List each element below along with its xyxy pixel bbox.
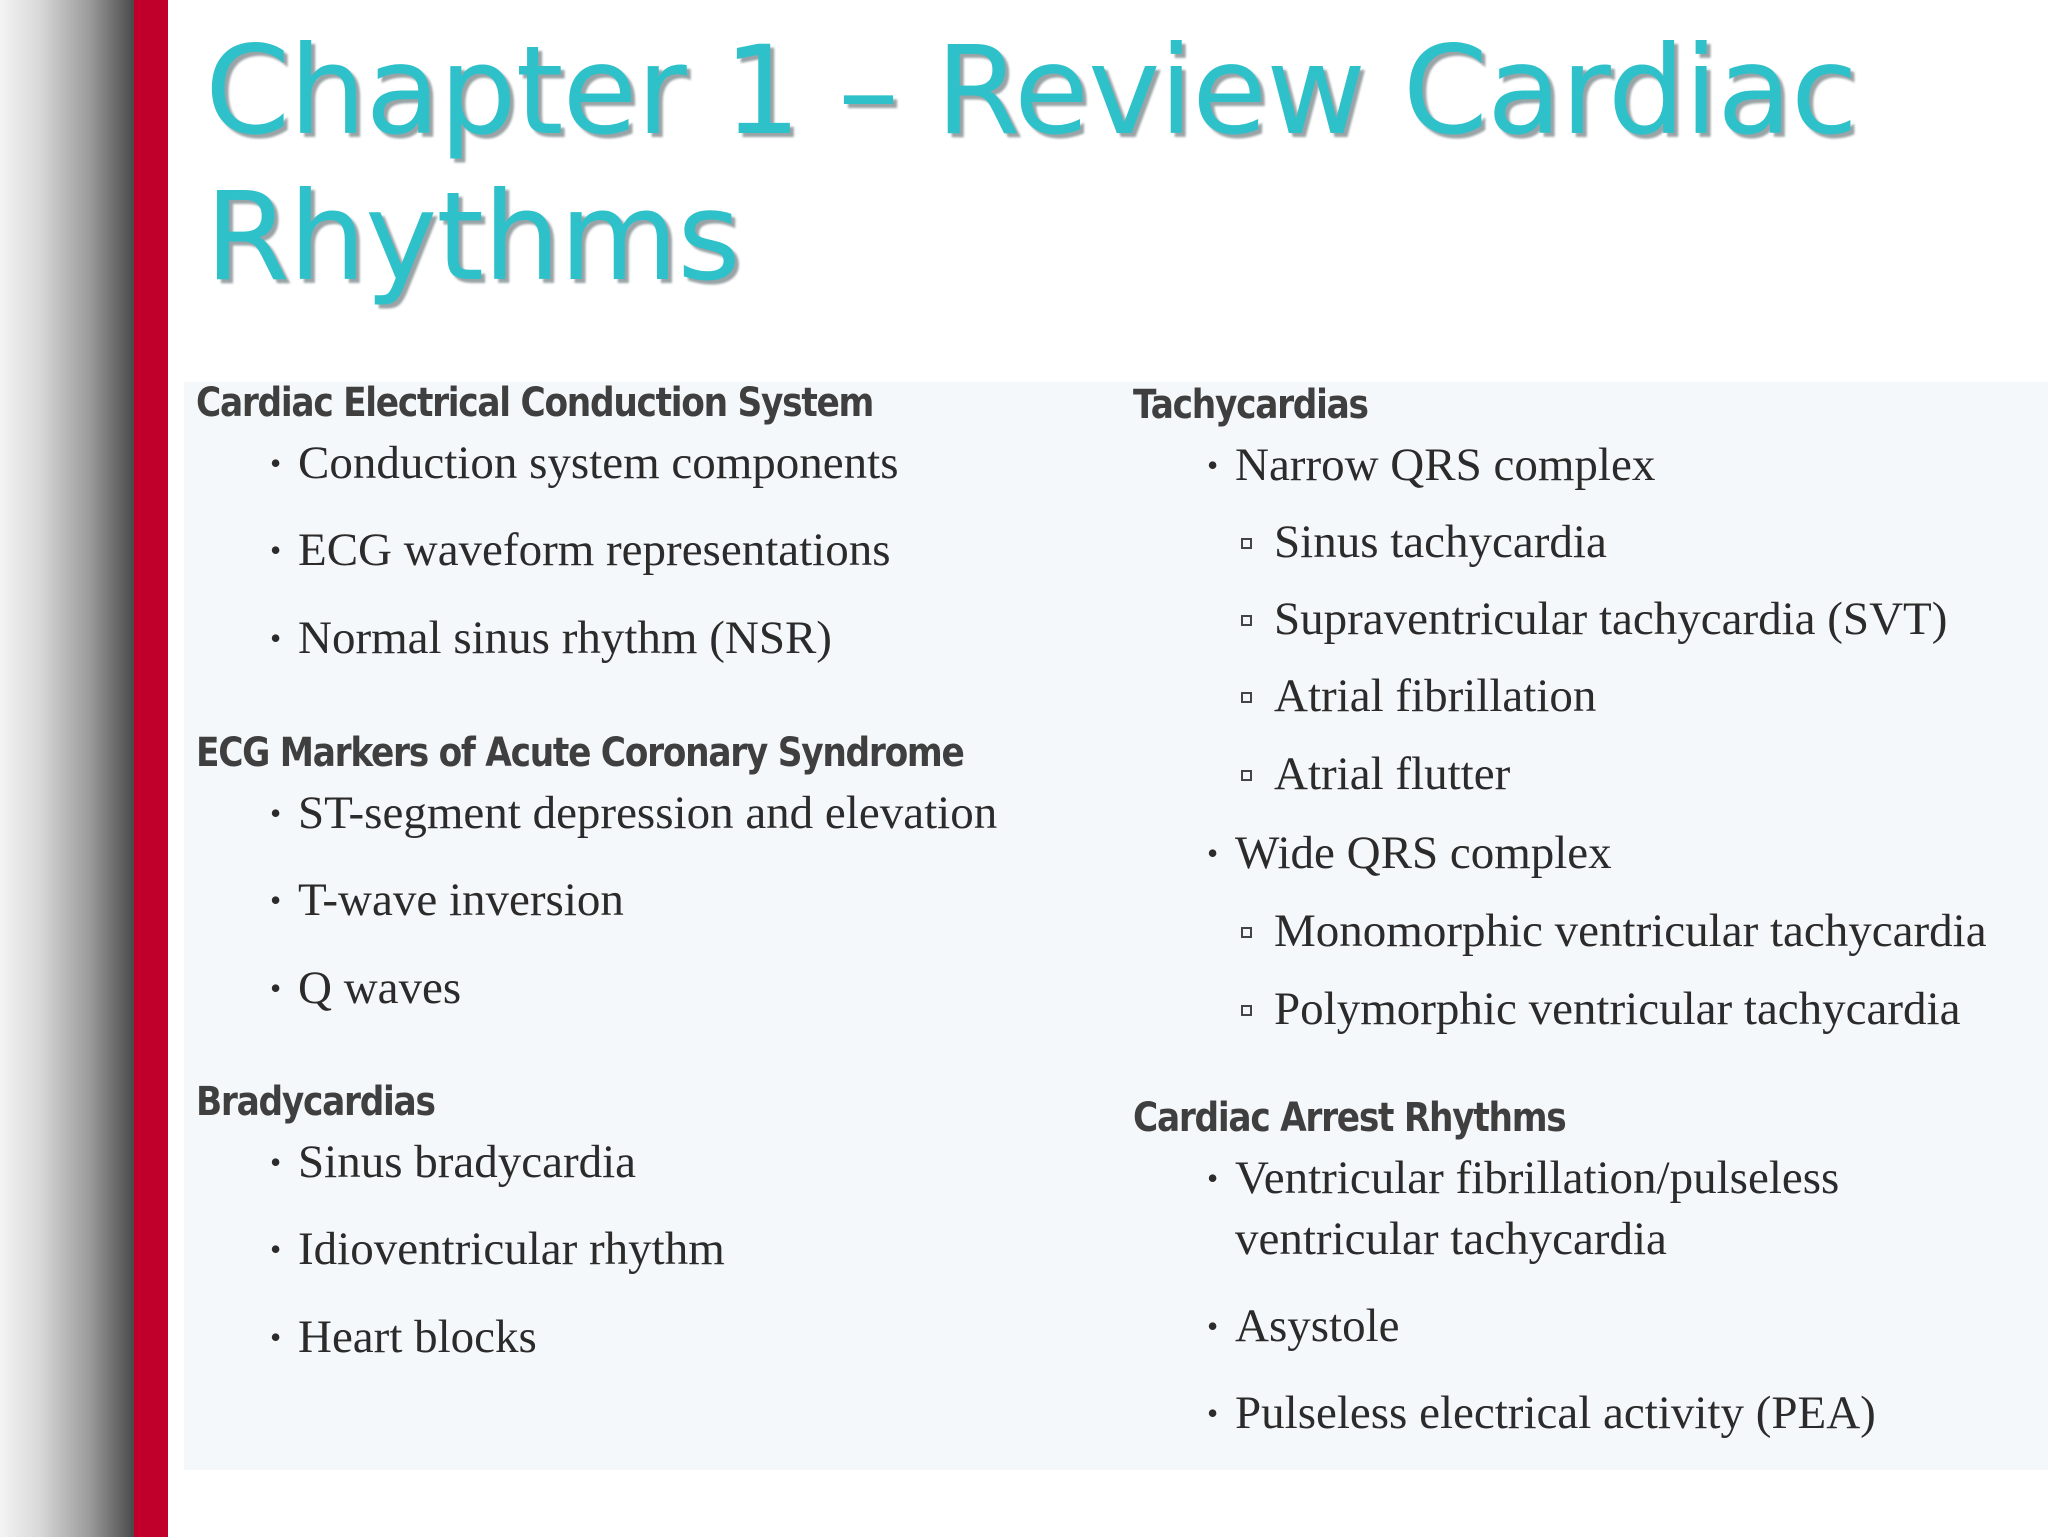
item-text: Asystole xyxy=(1235,1300,1400,1352)
item-text: ventricular tachycardia xyxy=(1235,1213,1667,1265)
list-item xyxy=(1207,437,1655,493)
bullet-icon: • xyxy=(270,1319,282,1355)
list-item xyxy=(270,785,997,841)
item-text: Wide QRS complex xyxy=(1235,827,1612,879)
sub-list-item xyxy=(1241,668,1596,724)
square-bullet-icon xyxy=(1241,1005,1252,1016)
list-item xyxy=(1207,1150,1839,1206)
item-text: Supraventricular tachycardia (SVT) xyxy=(1274,593,1948,645)
sub-list-item xyxy=(1241,746,1510,802)
square-bullet-icon xyxy=(1241,615,1252,626)
item-text: Normal sinus rhythm (NSR) xyxy=(298,612,832,664)
bullet-icon: • xyxy=(1207,835,1219,871)
bullet-icon: • xyxy=(1207,447,1219,483)
list-item xyxy=(270,435,899,491)
bullet-icon: • xyxy=(1207,1308,1219,1344)
list-item xyxy=(1207,825,1612,881)
item-text: Idioventricular rhythm xyxy=(298,1223,725,1275)
bullet-icon: • xyxy=(270,445,282,481)
item-text: Q waves xyxy=(298,962,462,1014)
bullet-icon: • xyxy=(270,532,282,568)
list-item xyxy=(1207,1385,1876,1441)
list-item-continuation xyxy=(1235,1211,1667,1267)
sub-list-item xyxy=(1241,514,1607,570)
bullet-icon: • xyxy=(1207,1395,1219,1431)
list-item xyxy=(270,1309,537,1365)
bullet-icon: • xyxy=(270,970,282,1006)
item-text: Polymorphic ventricular tachycardia xyxy=(1274,983,1961,1035)
item-text: Sinus bradycardia xyxy=(298,1136,637,1188)
title-line-2: Rhythms xyxy=(205,166,740,308)
sub-list-item xyxy=(1241,903,1987,959)
sub-list-item xyxy=(1241,981,1960,1037)
item-text: Atrial flutter xyxy=(1274,748,1511,800)
item-text: Pulseless electrical activity (PEA) xyxy=(1235,1387,1876,1439)
bullet-icon: • xyxy=(1207,1160,1219,1196)
item-text: Conduction system components xyxy=(298,437,899,489)
section-heading: Bradycardias xyxy=(196,1079,435,1125)
list-item xyxy=(270,872,624,928)
bullet-icon: • xyxy=(270,620,282,656)
list-item xyxy=(1207,1298,1400,1354)
item-text: Monomorphic ventricular tachycardia xyxy=(1274,905,1987,957)
item-text: Narrow QRS complex xyxy=(1235,439,1656,491)
bullet-icon: • xyxy=(270,795,282,831)
item-text: Heart blocks xyxy=(298,1311,537,1363)
item-text: Sinus tachycardia xyxy=(1274,516,1607,568)
list-item xyxy=(270,522,891,578)
list-item xyxy=(270,960,461,1016)
title-line-1: Chapter 1 – Review Cardiac xyxy=(205,20,1857,162)
slide-title xyxy=(205,18,2005,310)
section-heading: ECG Markers of Acute Coronary Syndrome xyxy=(196,730,964,776)
red-accent-bar xyxy=(134,0,168,1537)
bullet-icon: • xyxy=(270,1231,282,1267)
bullet-icon: • xyxy=(270,1144,282,1180)
item-text: ECG waveform representations xyxy=(298,524,891,576)
list-item xyxy=(270,1221,725,1277)
left-gradient-bar xyxy=(0,0,134,1537)
list-item xyxy=(270,1134,636,1190)
sub-list-item xyxy=(1241,591,1947,647)
bullet-icon: • xyxy=(270,882,282,918)
item-text: T-wave inversion xyxy=(298,874,624,926)
square-bullet-icon xyxy=(1241,692,1252,703)
list-item xyxy=(270,610,832,666)
item-text: ST-segment depression and elevation xyxy=(298,787,998,839)
item-text: Ventricular fibrillation/pulseless xyxy=(1235,1152,1840,1204)
square-bullet-icon xyxy=(1241,927,1252,938)
section-heading: Cardiac Electrical Conduction System xyxy=(196,380,874,426)
square-bullet-icon xyxy=(1241,770,1252,781)
item-text: Atrial fibrillation xyxy=(1274,670,1597,722)
square-bullet-icon xyxy=(1241,538,1252,549)
section-heading: Cardiac Arrest Rhythms xyxy=(1133,1095,1566,1141)
section-heading: Tachycardias xyxy=(1133,382,1368,428)
